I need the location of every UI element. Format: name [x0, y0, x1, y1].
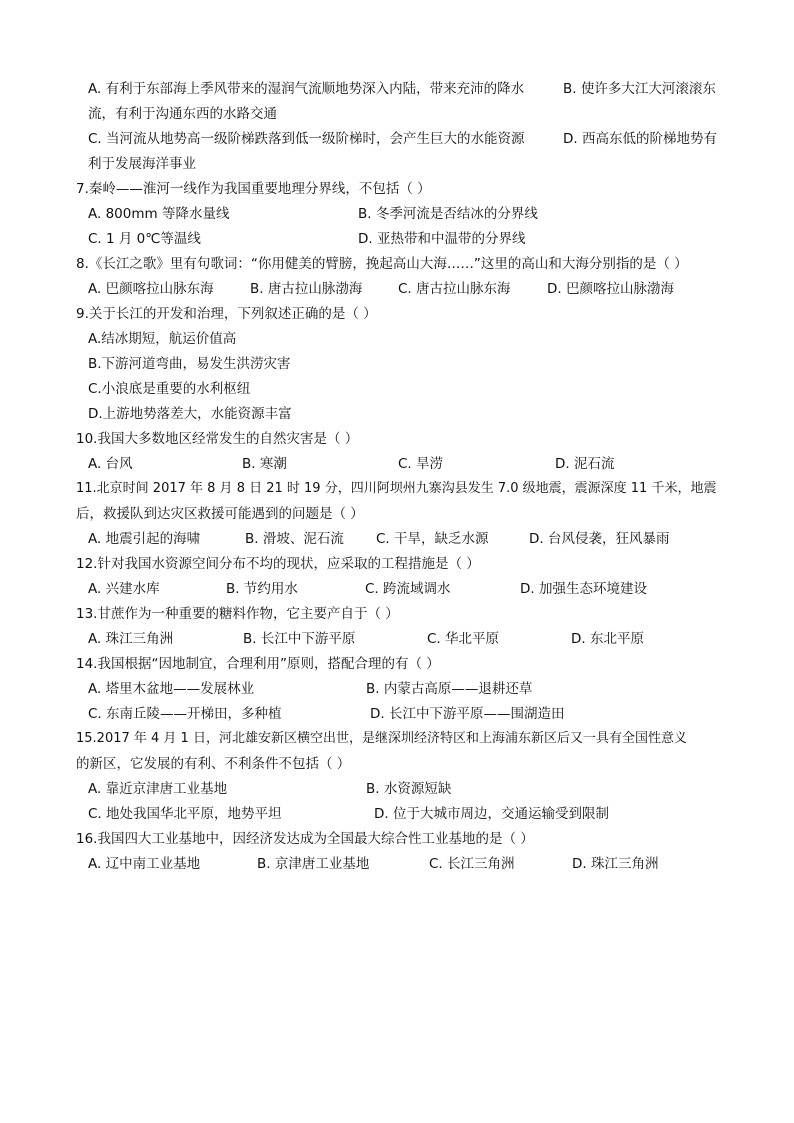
q11-stem-line1: 11.北京时间 2017 年 8 月 8 日 21 时 19 分，四川阿坝州九寨沟县发生 7.0 级地震，震源深度 11 千米，地震 — [76, 481, 717, 496]
q13-option-c: C. 华北平原 — [427, 631, 500, 647]
q7-stem: 7.秦岭——淮河一线作为我国重要地理分界线，不包括（ ） — [76, 181, 431, 197]
q9-option-a: A.结冰期短，航运价值高 — [88, 331, 237, 347]
q10-option-d: D. 泥石流 — [555, 456, 615, 472]
q15-option-a: A. 靠近京津唐工业基地 — [88, 781, 228, 797]
q11-option-c: C. 干旱，缺乏水源 — [376, 531, 489, 547]
q13-stem: 13.甘蔗作为一种重要的糖料作物，它主要产自于（ ） — [76, 606, 399, 622]
q6-option-b-line2: 流，有利于沟通东西的水路交通 — [88, 106, 277, 122]
q7-option-d: D. 亚热带和中温带的分界线 — [358, 231, 526, 247]
q14-option-c: C. 东南丘陵——开梯田，多种植 — [88, 706, 282, 722]
q13-option-d: D. 东北平原 — [571, 631, 644, 647]
q14-option-a: A. 塔里木盆地——发展林业 — [88, 681, 255, 697]
q15-option-b: B. 水资源短缺 — [366, 781, 452, 797]
q8-option-b: B. 唐古拉山脉渤海 — [250, 281, 363, 297]
q11-option-b: B. 滑坡、泥石流 — [245, 531, 344, 547]
q6-option-a: A. 有利于东部海上季风带来的湿润气流顺地势深入内陆，带来充沛的降水 — [88, 81, 525, 97]
q6-option-c: C. 当河流从地势高一级阶梯跌落到低一级阶梯时，会产生巨大的水能资源 — [88, 131, 525, 147]
q15-stem-line2: 的新区，它发展的有利、不利条件不包括（ ） — [76, 756, 351, 772]
q8-option-c: C. 唐古拉山脉东海 — [398, 281, 511, 297]
q15-stem-line1: 15.2017 年 4 月 1 日，河北雄安新区横空出世，是继深圳经济特区和上海浦东新区后又一具有全国性意义 — [76, 731, 687, 746]
q11-option-a: A. 地震引起的海啸 — [88, 531, 201, 547]
q10-option-c: C. 旱涝 — [398, 456, 444, 472]
q7-option-a: A. 800mm 等降水量线 — [88, 206, 230, 222]
q12-stem: 12.针对我国水资源空间分布不均的现状，应采取的工程措施是（ ） — [76, 556, 480, 572]
q10-option-a: A. 台风 — [88, 456, 133, 472]
q9-option-c: C.小浪底是重要的水利枢纽 — [88, 381, 251, 397]
q12-option-d: D. 加强生态环境建设 — [520, 581, 647, 597]
q14-option-b: B. 内蒙古高原——退耕还草 — [366, 681, 533, 697]
q6-option-d-line1: D. 西高东低的阶梯地势有 — [563, 131, 717, 147]
q16-option-c: C. 长江三角洲 — [429, 856, 515, 872]
q9-option-d: D.上游地势落差大，水能资源丰富 — [88, 406, 292, 422]
q6-option-b-line1: B. 使许多大江大河滚滚东 — [563, 81, 716, 97]
q10-stem: 10.我国大多数地区经常发生的自然灾害是（ ） — [76, 431, 359, 447]
q8-option-d: D. 巴颜喀拉山脉渤海 — [547, 281, 674, 297]
q14-option-d: D. 长江中下游平原——围湖造田 — [370, 706, 565, 722]
q7-option-b: B. 冬季河流是否结冰的分界线 — [358, 206, 538, 222]
q15-option-c: C. 地处我国华北平原，地势平坦 — [88, 806, 282, 822]
q11-option-d: D. 台风侵袭，狂风暴雨 — [529, 531, 670, 547]
q7-option-c: C. 1 月 0℃等温线 — [88, 231, 201, 247]
q12-option-c: C. 跨流域调水 — [365, 581, 451, 597]
q10-option-b: B. 寒潮 — [242, 456, 287, 472]
q16-option-b: B. 京津唐工业基地 — [257, 856, 370, 872]
q16-stem: 16.我国四大工业基地中，因经济发达成为全国最大综合性工业基地的是（ ） — [76, 831, 534, 847]
q14-stem: 14.我国根据“因地制宜，合理利用”原则，搭配合理的有（ ） — [76, 656, 440, 672]
q12-option-a: A. 兴建水库 — [88, 581, 160, 597]
q9-option-b: B.下游河道弯曲，易发生洪涝灾害 — [88, 356, 291, 372]
q16-option-a: A. 辽中南工业基地 — [88, 856, 201, 872]
q8-stem: 8.《长江之歌》里有句歌词：“你用健美的臂膀，挽起高山大海……”这里的高山和大海分别指的是（ ） — [76, 256, 688, 272]
q9-stem: 9.关于长江的开发和治理，下列叙述正确的是（ ） — [76, 306, 377, 322]
q13-option-a: A. 珠江三角洲 — [88, 631, 174, 647]
q15-option-d: D. 位于大城市周边，交通运输受到限制 — [374, 806, 609, 822]
q11-stem-line2: 后，救援队到达灾区救援可能遇到的问题是（ ） — [76, 506, 364, 522]
q13-option-b: B. 长江中下游平原 — [243, 631, 356, 647]
q8-option-a: A. 巴颜喀拉山脉东海 — [88, 281, 214, 297]
q12-option-b: B. 节约用水 — [226, 581, 298, 597]
q6-option-d-line2: 利于发展海洋事业 — [88, 156, 196, 172]
q16-option-d: D. 珠江三角洲 — [572, 856, 659, 872]
